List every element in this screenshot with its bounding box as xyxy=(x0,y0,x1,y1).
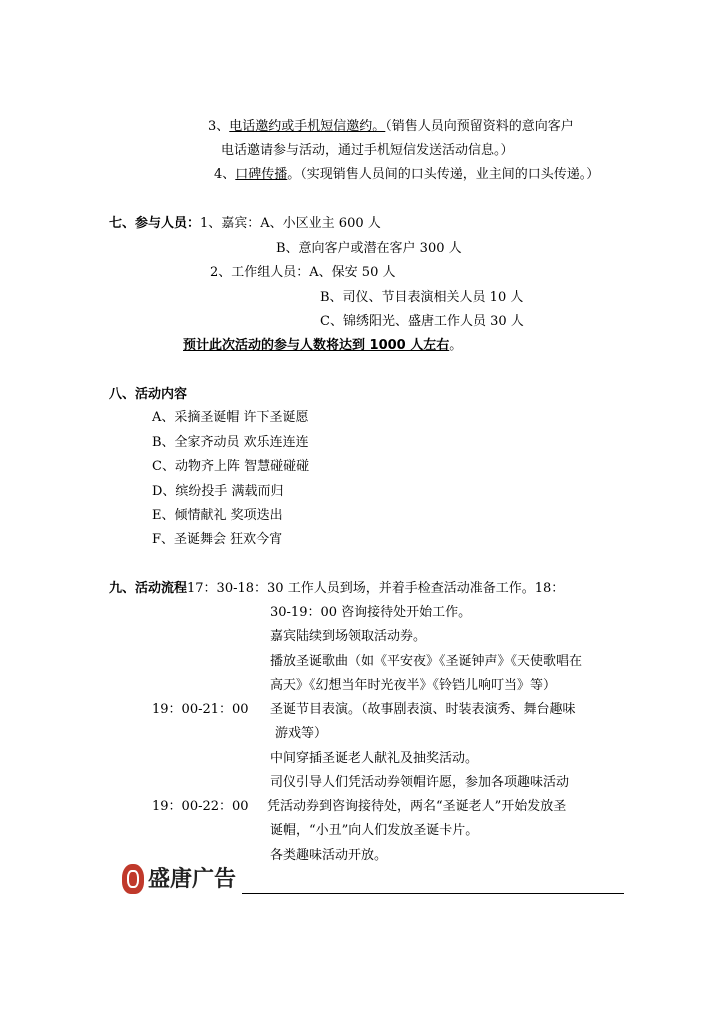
section8-heading: 八、活动内容 xyxy=(109,387,188,402)
activity-item: E、倾情献礼 奖项迭出 xyxy=(152,508,283,523)
schedule-time-2: 19：00-21：00 xyxy=(152,702,249,717)
activity-item: B、全家齐动员 欢乐连连连 xyxy=(152,435,309,450)
promo-item-3-desc-cont: 电话邀请参与活动，通过手机短信发送活动信息。） xyxy=(221,143,514,158)
section9-heading: 九、活动流程 xyxy=(109,581,188,596)
staff-c: C、锦绣阳光、盛唐工作人员 30 人 xyxy=(320,314,524,329)
schedule-line-3: 嘉宾陆续到场领取活动券。 xyxy=(270,629,427,644)
staff-line: 2、工作组人员：A、保安 50 人 xyxy=(210,265,396,280)
schedule-line-2: 30-19：00 咨询接待处开始工作。 xyxy=(270,605,472,620)
schedule-line-11: 诞帽，“小丑”向人们发放圣诞卡片。 xyxy=(270,823,479,838)
promo-item-4-num: 4、 xyxy=(214,167,236,182)
activity-item: A、采摘圣诞帽 许下圣诞愿 xyxy=(152,410,309,425)
section9-row1 xyxy=(109,580,564,598)
schedule-line-4: 播放圣诞歌曲（如《平安夜》《圣诞钟声》《天使歌唱在 xyxy=(270,654,583,669)
estimate-line xyxy=(183,337,462,355)
estimate-end: 。 xyxy=(449,338,463,353)
activity-item: C、动物齐上阵 智慧碰碰碰 xyxy=(152,459,310,474)
schedule-line-9: 司仪引导人们凭活动券领帽许愿，参加各项趣味活动 xyxy=(270,775,570,790)
promo-item-4-title: 口碑传播 xyxy=(235,167,288,182)
schedule-line-7: 游戏等） xyxy=(275,726,328,741)
activity-item: F、圣诞舞会 狂欢今宵 xyxy=(152,532,283,547)
promo-item-3-desc: （销售人员向预留资料的意向客户 xyxy=(385,119,574,134)
section7-heading: 七、参与人员： xyxy=(109,216,201,231)
company-name: 盛唐广告 xyxy=(148,867,237,892)
activity-item: D、缤纷投手 满载而归 xyxy=(152,484,284,499)
schedule-line-1: 17：30-18：30 工作人员到场，并着手检查活动准备工作。18： xyxy=(187,581,565,596)
schedule-line-10: 凭活动券到咨询接待处，两名“圣诞老人”开始发放圣 xyxy=(267,799,567,814)
promo-item-3 xyxy=(208,118,574,136)
staff-b: B、司仪、节目表演相关人员 10 人 xyxy=(320,290,524,305)
promo-item-4 xyxy=(214,166,599,184)
schedule-line-6: 圣诞节目表演。（故事剧表演、时装表演秀、舞台趣味 xyxy=(270,702,576,717)
guests-b: B、意向客户或潜在客户 300 人 xyxy=(276,241,462,256)
estimate-text: 预计此次活动的参与人数将达到 1000 人左右 xyxy=(183,338,450,353)
schedule-time-3: 19：00-22：00 xyxy=(152,799,249,814)
footer-rule xyxy=(242,893,624,894)
schedule-line-8: 中间穿插圣诞老人献礼及抽奖活动。 xyxy=(270,751,479,766)
company-seal-icon xyxy=(122,864,144,894)
section7-row1 xyxy=(109,215,381,233)
promo-item-3-title: 电话邀约或手机短信邀约。 xyxy=(229,119,386,134)
promo-item-4-desc: 。（实现销售人员间的口头传递，业主间的口头传递。） xyxy=(287,167,600,182)
promo-item-3-num: 3、 xyxy=(208,119,230,134)
guests-line: 1、嘉宾：A、小区业主 600 人 xyxy=(200,216,381,231)
schedule-line-12: 各类趣味活动开放。 xyxy=(270,848,388,863)
schedule-line-5: 高天》《幻想当年时光夜半》《铃铛儿响叮当》等） xyxy=(270,678,557,693)
